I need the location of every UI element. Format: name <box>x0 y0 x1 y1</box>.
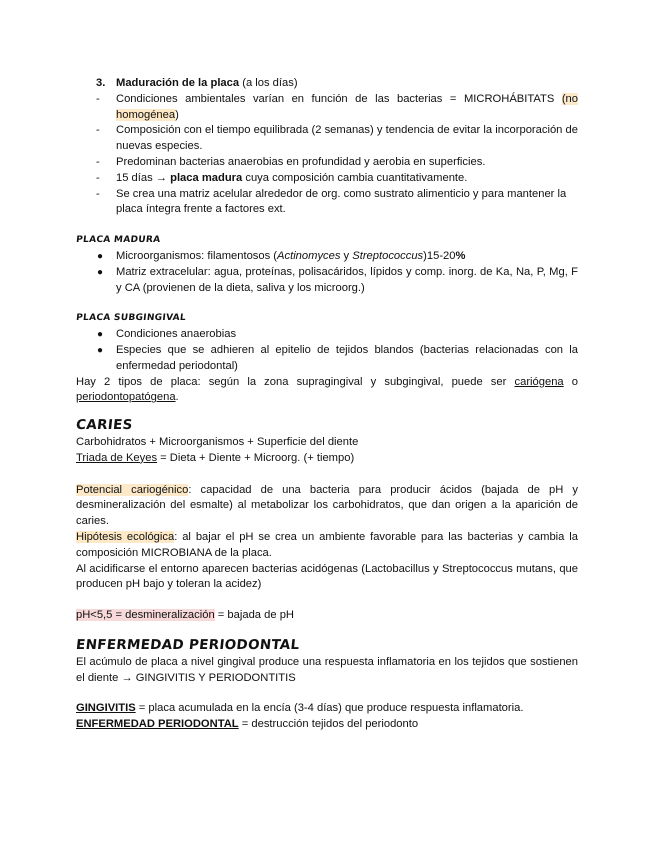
list-item: ● Condiciones anaerobias <box>97 328 237 341</box>
document-page <box>76 76 578 733</box>
placa-madura-heading: PLACA MADURA <box>75 235 161 246</box>
caries-heading: CARIES <box>75 417 134 434</box>
acidificacion-paragraph: Al acidificarse el entorno aparecen bacterias acidógenas (Lactobacillus y Streptococcus mutans, que producen pH bajo y toleran la acidez) <box>76 562 578 591</box>
gingivitis-line: GINGIVITIS = placa acumulada en la encía (3-4 días) que produce respuesta inflamatoria. <box>76 702 524 715</box>
periodontal-heading: ENFERMEDAD PERIODONTAL <box>75 636 301 653</box>
hipotesis-ecologica: Hipótesis ecológica: al bajar el pH se crea un ambiente favorable para las bacterias y cambia la composición MICROBIANA de la placa. <box>76 530 578 559</box>
list-item: ● Matriz extracelular: agua, proteínas, polisacáridos, lípidos y comp. inorg. de Ka, Na, P, Mg, F y CA (provienen de la dieta, saliva y los microorg.) <box>97 265 578 294</box>
section3-heading <box>76 76 578 92</box>
list-item: ● Microorganismos: filamentosos (Actinomyces y Streptococcus)15-20% <box>97 249 466 262</box>
triada-keyes: Triada de Keyes = Dieta + Diente + Microorg. (+ tiempo) <box>76 451 355 464</box>
list-item: - Predominan bacterias anaerobias en profundidad y aerobia en superficies. <box>96 155 486 168</box>
list-item: - Se crea una matriz acelular alrededor de org. como sustrato alimenticio y para mantener la placa íntegra frente a factores ext. <box>96 187 567 216</box>
ph-line: pH<5,5 = desmineralización = bajada de pH <box>76 609 294 622</box>
list-item: ● Especies que se adhieren al epitelio de tejidos blandos (bacterias relacionadas con la enfermedad periodontal) <box>97 343 578 372</box>
periodontal-paragraph: El acúmulo de placa a nivel gingival produce una respuesta inflamatoria en los tejidos que sostienen el diente → GINGIVITIS Y PERIODONTITIS <box>76 655 578 684</box>
list-item: - Condiciones ambientales varían en función de las bacterias = MICROHÁBITATS (no homogénea) <box>96 92 578 121</box>
caries-line: Carbohidratos + Microorganismos + Superficie del diente <box>76 435 359 448</box>
potencial-cariogenico: Potencial cariogénico: capacidad de una bacteria para producir ácidos (bajada de pH y desmineralización del esmalte) al metabolizar los carbohidratos, que dan origen a la aparición de caries. <box>76 483 578 528</box>
highlight: (no homogénea <box>116 92 578 121</box>
placa-subgingival-heading: PLACA SUBGINGIVAL <box>75 313 187 324</box>
section3-title: Maduración de la placa <box>116 77 240 89</box>
section3-number: 3. <box>96 77 106 89</box>
section3-title-suffix: (a los días) <box>239 77 298 89</box>
placa-types-paragraph: Hay 2 tipos de placa: según la zona supragingival y subgingival, puede ser cariógena o periodontopatógena. <box>76 375 578 404</box>
list-item: - 15 días → placa madura cuya composición cambia cuantitativamente. <box>96 171 468 184</box>
list-item: - Composición con el tiempo equilibrada (2 semanas) y tendencia de evitar la incorporación de nuevas especies. <box>96 124 578 153</box>
enfermedad-periodontal-line: ENFERMEDAD PERIODONTAL = destrucción tejidos del periodonto <box>76 718 419 731</box>
